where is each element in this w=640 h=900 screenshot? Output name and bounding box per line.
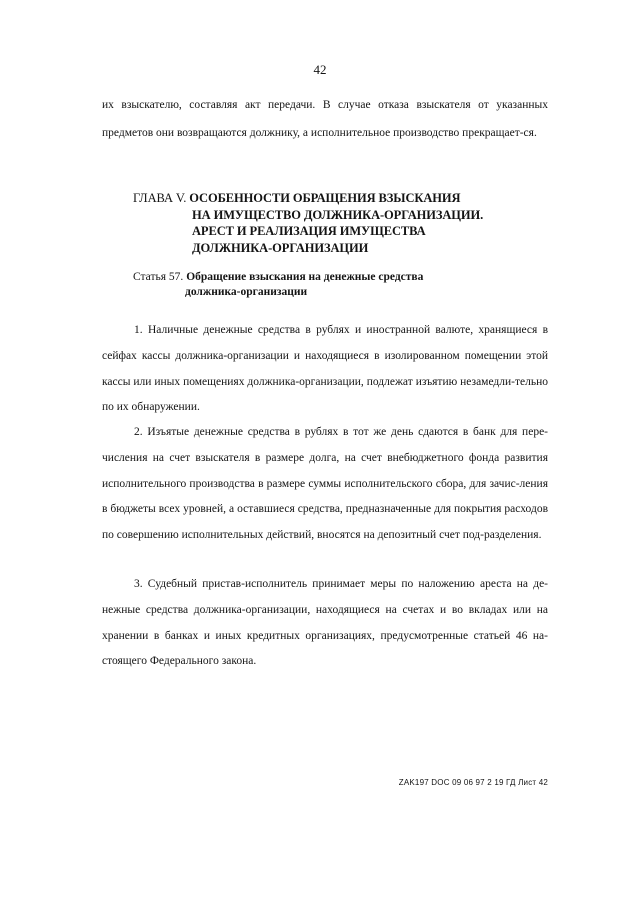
article-heading-line-1: [133, 270, 423, 285]
article-heading: [133, 270, 423, 300]
article-label: Статья 57.: [133, 271, 184, 283]
chapter-title-part-3: АРЕСТ И РЕАЛИЗАЦИЯ ИМУЩЕСТВА: [192, 224, 426, 238]
chapter-heading: [133, 190, 483, 256]
continuation-paragraph: их взыскателю, составляя акт передачи. В случае отказа взыскателя от указанных предметов они возвращаются должнику, а исполнительное производство прекращает-ся.: [102, 99, 548, 139]
chapter-prefix: ГЛАВА V.: [133, 191, 187, 205]
article-title-part-2: должника-организации: [185, 286, 308, 298]
page-number: 42: [313, 62, 327, 77]
paragraph-3: 3. Судебный пристав-исполнитель принимает меры по наложению ареста на де-нежные средства должника-организации, находящиеся на счетах и во вкладах или на хранении в банках и иных кредитных организациях, предусмотренные статьей 46 на-стоящего Федерального закона.: [102, 578, 548, 668]
article-title-part-1: Обращение взыскания на денежные средства: [186, 271, 424, 283]
chapter-title-part-2: НА ИМУЩЕСТВО ДОЛЖНИКА-ОРГАНИЗАЦИИ.: [192, 207, 484, 222]
chapter-title-part-4: ДОЛЖНИКА-ОРГАНИЗАЦИИ: [192, 240, 369, 255]
document-footer: ZAK197 DOC 09 06 97 2 19 ГД Лист 42: [398, 778, 548, 787]
chapter-title-part-1: ОСОБЕННОСТИ ОБРАЩЕНИЯ ВЗЫСКАНИЯ: [189, 191, 461, 205]
chapter-heading-line-1: [133, 190, 483, 207]
paragraph-1: 1. Наличные денежные средства в рублях и иностранной валюте, хранящиеся в сейфах кассы должника-организации и находящиеся в изолированном помещении этой кассы или иных помещениях должника-организации, подлежат изъятию незамедли-тельно по их обнаружении.: [102, 324, 548, 414]
paragraph-2: 2. Изъятые денежные средства в рублях в тот же день сдаются в банк для пере-числения на счет взыскателя в размере долга, на счет внебюджетного фонда развития исполнительного производства в размере суммы исполнительского сбора, для зачис-ления в бюджеты всех уровней, а оставшиеся средства, предназначенные для покрытия расходов по совершению исполнительных действий, вносятся на депозитный счет под-разделения.: [102, 426, 548, 542]
